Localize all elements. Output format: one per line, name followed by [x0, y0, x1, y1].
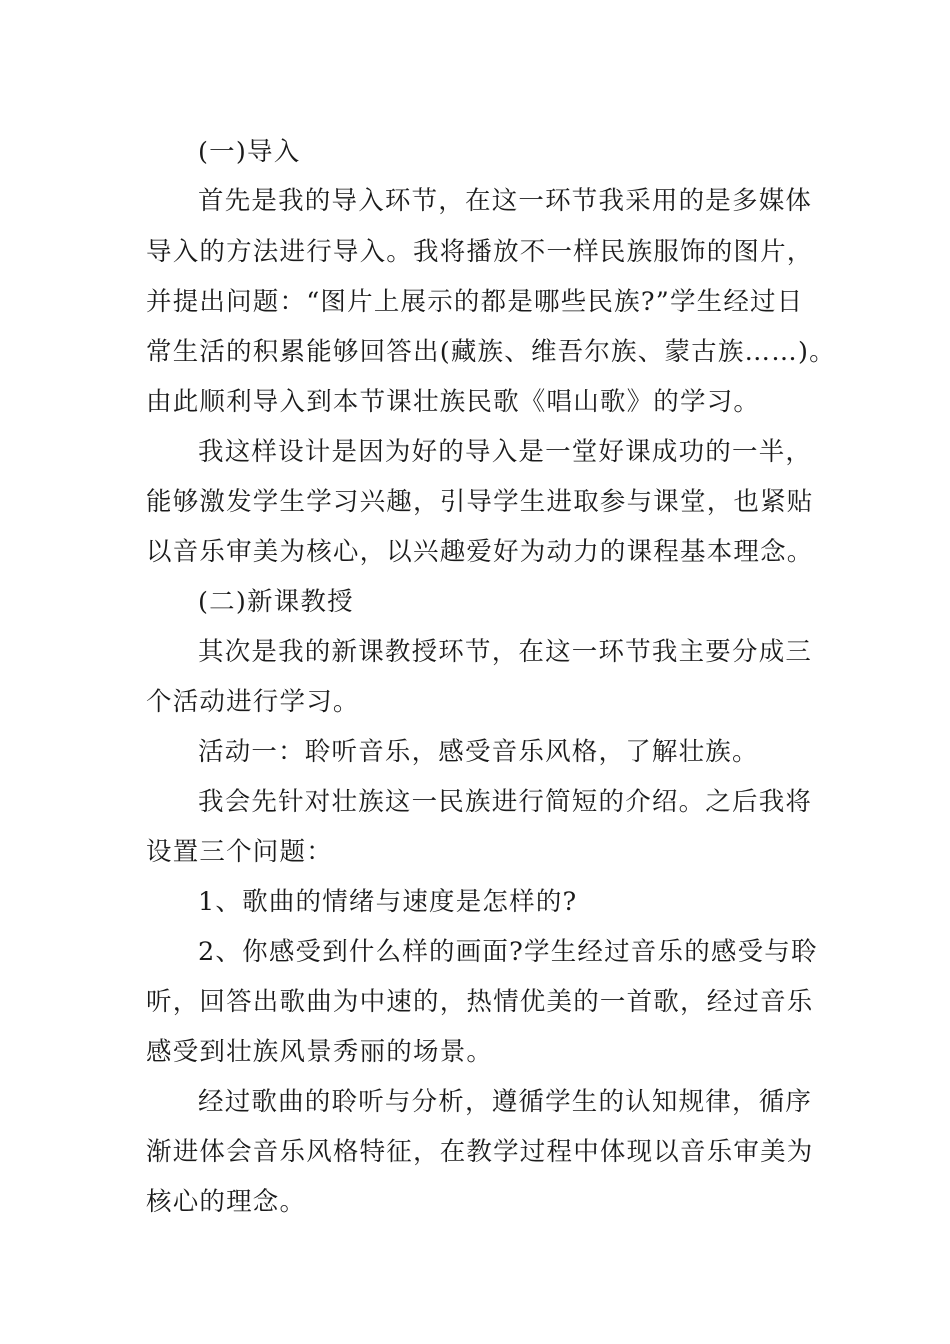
paragraph-line: 设置三个问题：: [146, 837, 333, 867]
paragraph-line: 感受到壮族风景秀丽的场景。: [146, 1037, 494, 1067]
paragraph-line: 经过歌曲的聆听与分析，遵循学生的认知规律，循序: [198, 1087, 813, 1117]
paragraph-line: 个活动进行学习。: [146, 687, 360, 717]
paragraph-line: 渐进体会音乐风格特征，在教学过程中体现以音乐审美为: [146, 1137, 814, 1167]
paragraph-line: 并提出问题：“图片上展示的都是哪些民族?”学生经过日: [146, 287, 804, 317]
section-heading-new-lesson: (二)新课教授: [198, 587, 354, 617]
paragraph-line: 常生活的积累能够回答出(藏族、维吾尔族、蒙古族……)。: [146, 337, 836, 367]
paragraph-line: 其次是我的新课教授环节，在这一环节我主要分成三: [198, 637, 813, 667]
paragraph-line: 由此顺利导入到本节课壮族民歌《唱山歌》的学习。: [146, 387, 761, 417]
activity-heading: 活动一：聆听音乐，感受音乐风格，了解壮族。: [198, 737, 759, 767]
paragraph-line: 核心的理念。: [146, 1187, 307, 1217]
paragraph-line: 能够激发学生学习兴趣，引导学生进取参与课堂，也紧贴: [146, 487, 814, 517]
question-item: 2、你感受到什么样的画面?学生经过音乐的感受与聆: [198, 937, 818, 967]
section-heading-intro: (一)导入: [198, 137, 301, 167]
paragraph-line: 我会先针对壮族这一民族进行简短的介绍。之后我将: [198, 787, 813, 817]
paragraph-line: 首先是我的导入环节，在这一环节我采用的是多媒体: [198, 186, 813, 216]
question-item: 1、歌曲的情绪与速度是怎样的?: [198, 887, 578, 917]
paragraph-line: 听，回答出歌曲为中速的，热情优美的一首歌，经过音乐: [146, 987, 814, 1017]
paragraph-line: 我这样设计是因为好的导入是一堂好课成功的一半，: [198, 437, 813, 467]
paragraph-line: 以音乐审美为核心，以兴趣爱好为动力的课程基本理念。: [146, 537, 814, 567]
paragraph-line: 导入的方法进行导入。我将播放不一样民族服饰的图片，: [146, 237, 814, 267]
